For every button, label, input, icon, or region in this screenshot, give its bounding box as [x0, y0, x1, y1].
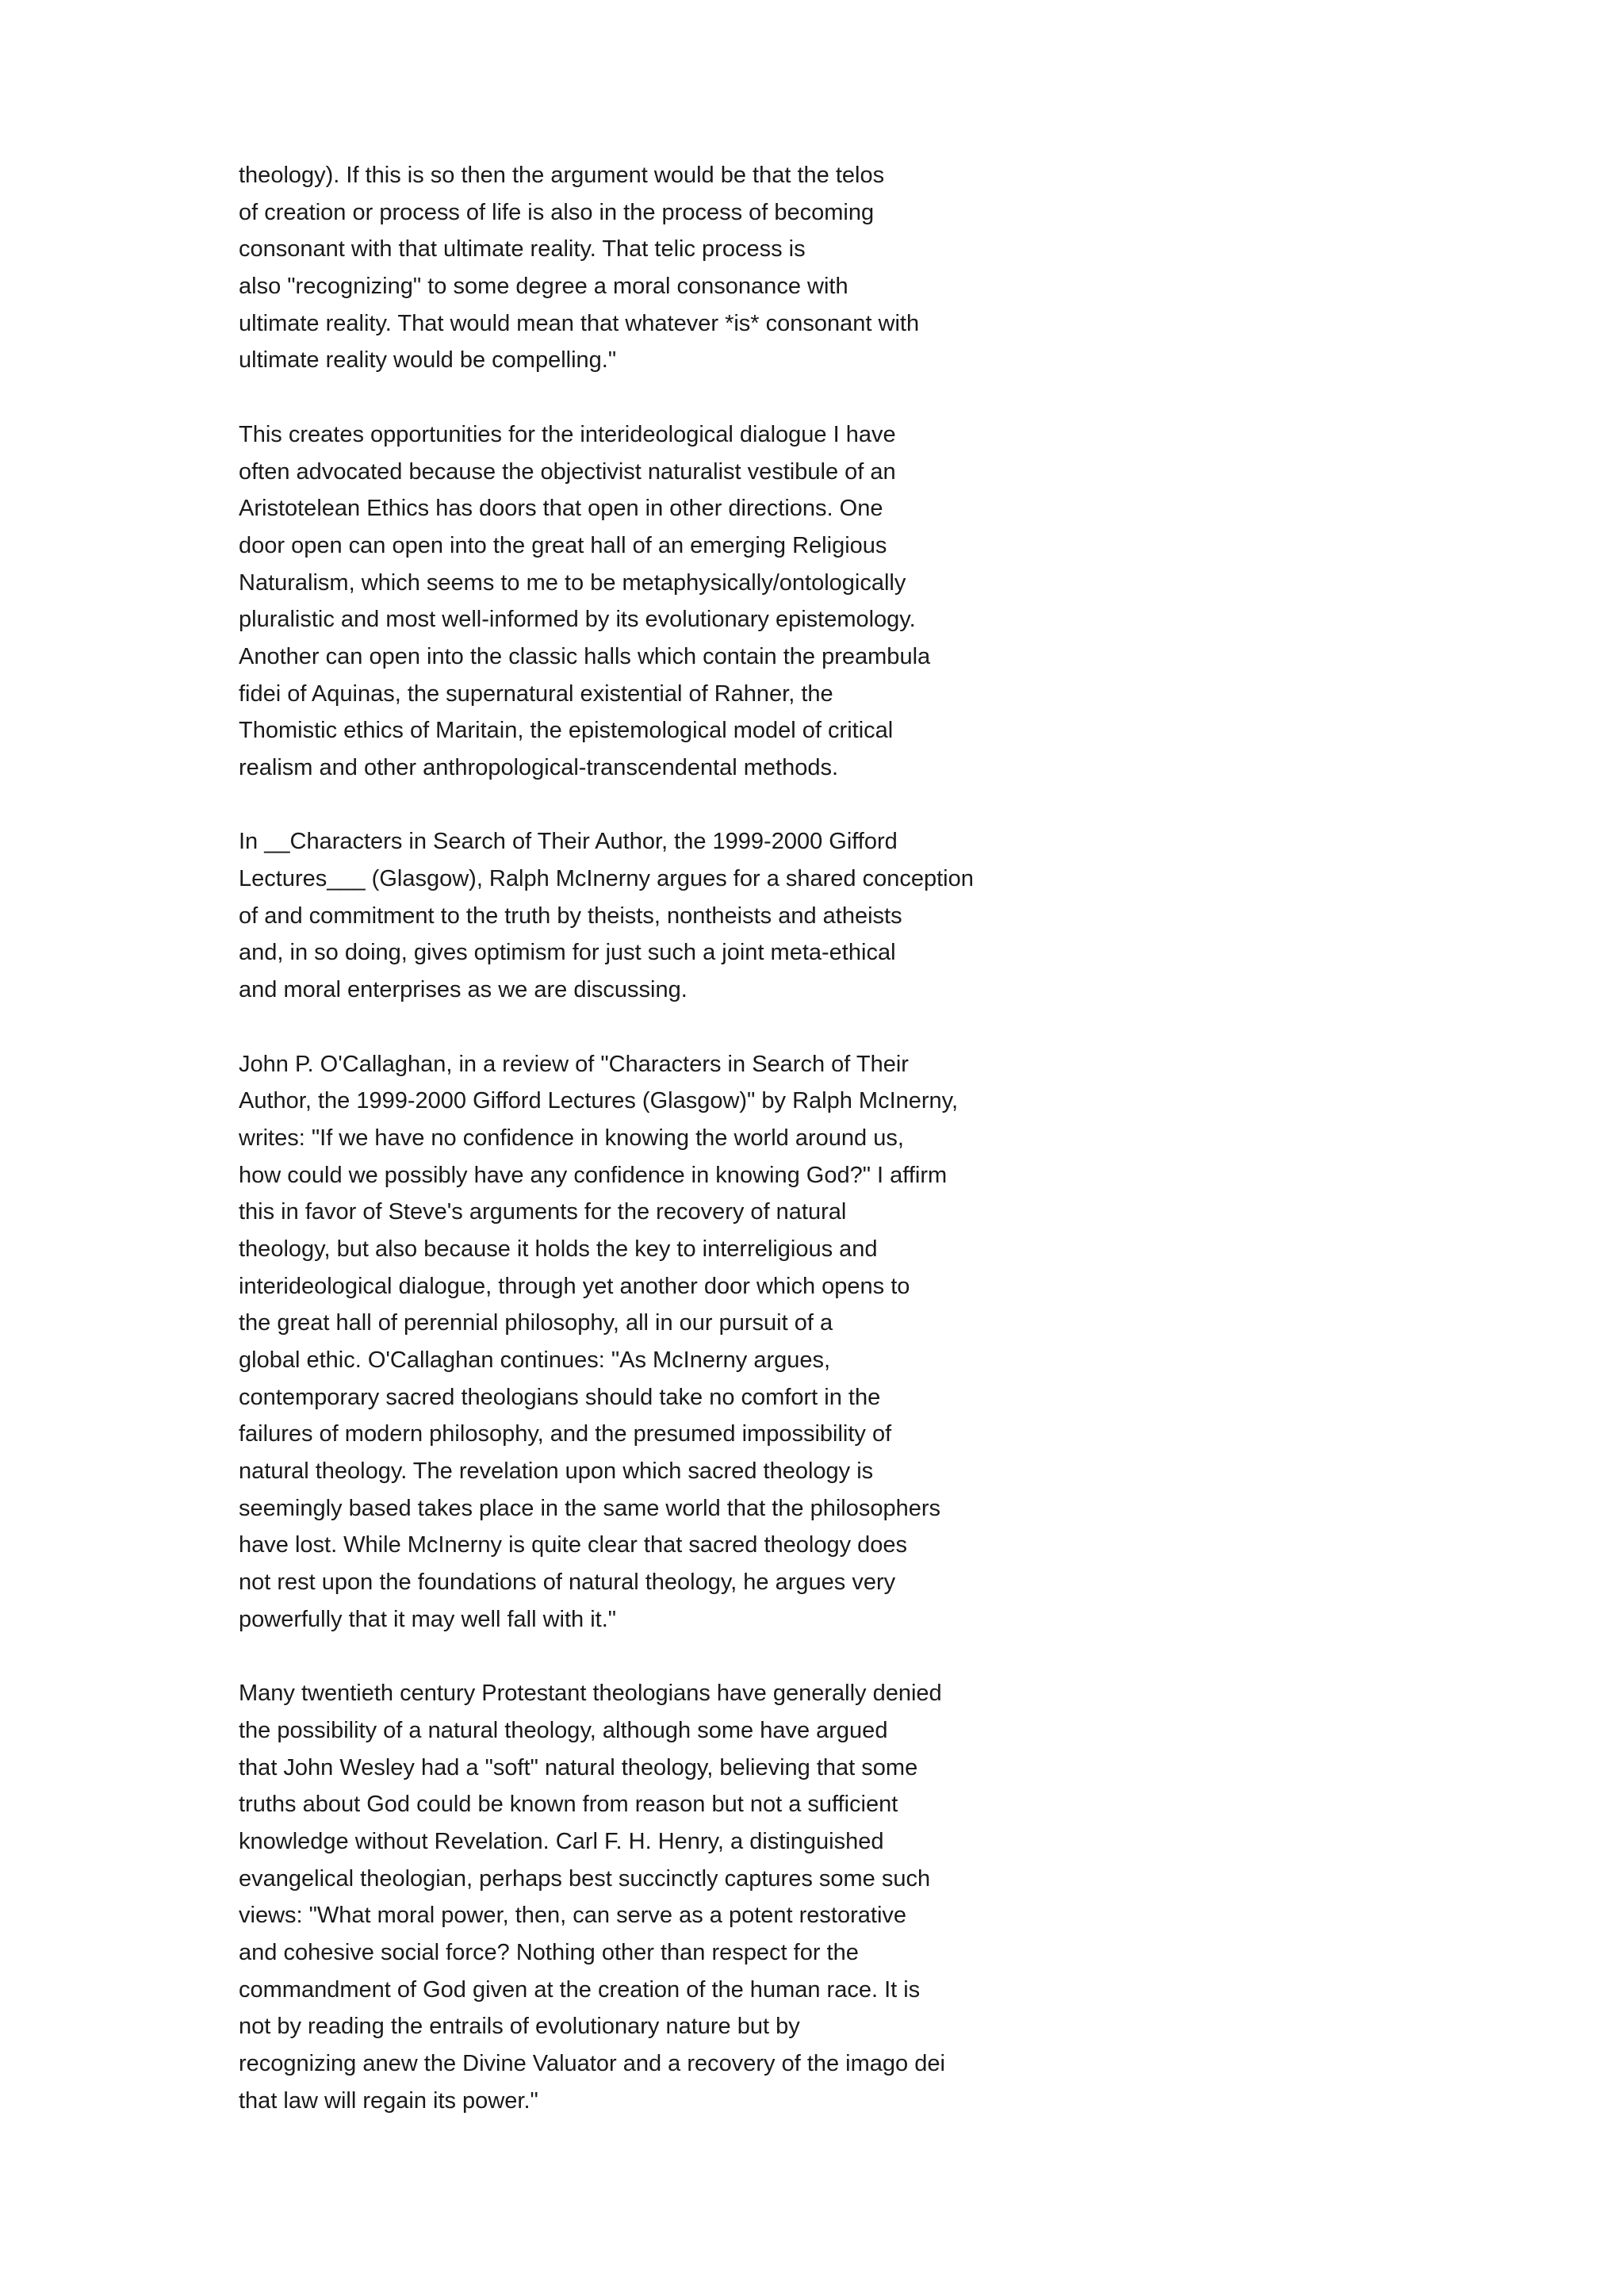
- text-line: often advocated because the objectivist naturalist vestibule of an: [239, 458, 896, 485]
- text-line: and moral enterprises as we are discussing.: [239, 977, 688, 1003]
- text-line: writes: "If we have no confidence in knowing the world around us,: [239, 1125, 904, 1151]
- text-line: Aristotelean Ethics has doors that open in other directions. One: [239, 496, 883, 522]
- text-line: that John Wesley had a "soft" natural theology, believing that some: [239, 1754, 918, 1780]
- text-line: evangelical theologian, perhaps best succinctly captures some such: [239, 1865, 931, 1892]
- text-line: contemporary sacred theologians should take no comfort in the: [239, 1384, 881, 1410]
- text-line: of creation or process of life is also in the process of becoming: [239, 199, 875, 225]
- text-line: failures of modern philosophy, and the presumed impossibility of: [239, 1421, 892, 1447]
- text-line: In __Characters in Search of Their Author, the 1999-2000 Gifford: [239, 829, 898, 855]
- text-line: consonant with that ultimate reality. That telic process is: [239, 236, 806, 263]
- text-line: that law will regain its power.": [239, 2087, 538, 2114]
- text-line: recognizing anew the Divine Valuator and a recovery of the imago dei: [239, 2051, 945, 2077]
- text-line: seemingly based takes place in the same world that the philosophers: [239, 1495, 941, 1521]
- text-line: Another can open into the classic halls which contain the preambula: [239, 643, 931, 669]
- text-line: This creates opportunities for the interideological dialogue I have: [239, 421, 896, 447]
- paragraph-4: [239, 1046, 1428, 1639]
- text-line: of and commitment to the truth by theists, nontheists and atheists: [239, 903, 902, 929]
- text-line: door open can open into the great hall of an emerging Religious: [239, 532, 887, 558]
- text-line: this in favor of Steve's arguments for the recovery of natural: [239, 1199, 847, 1225]
- text-line: John P. O'Callaghan, in a review of "Characters in Search of Their: [239, 1051, 909, 1077]
- text-line: commandment of God given at the creation of the human race. It is: [239, 1976, 921, 2003]
- text-line: the great hall of perennial philosophy, all in our pursuit of a: [239, 1310, 833, 1336]
- text-line: theology). If this is so then the argument would be that the telos: [239, 163, 885, 188]
- text-line: Naturalism, which seems to me to be metaphysically/ontologically: [239, 569, 906, 596]
- text-line: global ethic. O'Callaghan continues: "As McInerny argues,: [239, 1347, 831, 1373]
- text-line: and, in so doing, gives optimism for just such a joint meta-ethical: [239, 940, 896, 966]
- paragraph-2: [239, 416, 1428, 787]
- text-line: ultimate reality. That would mean that whatever *is* consonant with: [239, 310, 920, 336]
- text-line: views: "What moral power, then, can serve as a potent restorative: [239, 1903, 907, 1929]
- text-line: Thomistic ethics of Maritain, the epistemological model of critical: [239, 718, 894, 744]
- text-line: not by reading the entrails of evolutionary nature but by: [239, 2014, 800, 2040]
- text-line: Lectures___ (Glasgow), Ralph McInerny argues for a shared conception: [239, 866, 974, 892]
- text-line: have lost. While McInerny is quite clear that sacred theology does: [239, 1532, 908, 1558]
- text-line: not rest upon the foundations of natural theology, he argues very: [239, 1570, 896, 1596]
- text-line: the possibility of a natural theology, although some have argued: [239, 1717, 888, 1743]
- text-line: truths about God could be known from reason but not a sufficient: [239, 1792, 898, 1818]
- text-line: interideological dialogue, through yet another door which opens to: [239, 1273, 910, 1299]
- text-line: theology, but also because it holds the key to interreligious and: [239, 1236, 878, 1262]
- text-line: powerfully that it may well fall with it.": [239, 1606, 617, 1632]
- text-line: how could we possibly have any confidence in knowing God?" I affirm: [239, 1162, 948, 1188]
- text-line: also "recognizing" to some degree a moral consonance with: [239, 274, 848, 300]
- paragraph-5: [239, 1675, 1428, 2119]
- text-line: natural theology. The revelation upon which sacred theology is: [239, 1458, 874, 1485]
- paragraph-3: [239, 823, 1428, 1008]
- text-line: Author, the 1999-2000 Gifford Lectures (Glasgow)" by Ralph McInerny,: [239, 1088, 959, 1114]
- text-line: realism and other anthropological-transcendental methods.: [239, 755, 839, 780]
- body-text: [239, 157, 1428, 2156]
- text-line: knowledge without Revelation. Carl F. H. Henry, a distinguished: [239, 1828, 884, 1854]
- paragraph-1: [239, 157, 1428, 379]
- text-line: Many twentieth century Protestant theologians have generally denied: [239, 1681, 942, 1707]
- text-line: and cohesive social force? Nothing other than respect for the: [239, 1940, 859, 1965]
- text-line: pluralistic and most well-informed by its evolutionary epistemology.: [239, 607, 916, 633]
- text-line: ultimate reality would be compelling.": [239, 347, 617, 374]
- text-line: fidei of Aquinas, the supernatural existential of Rahner, the: [239, 680, 833, 707]
